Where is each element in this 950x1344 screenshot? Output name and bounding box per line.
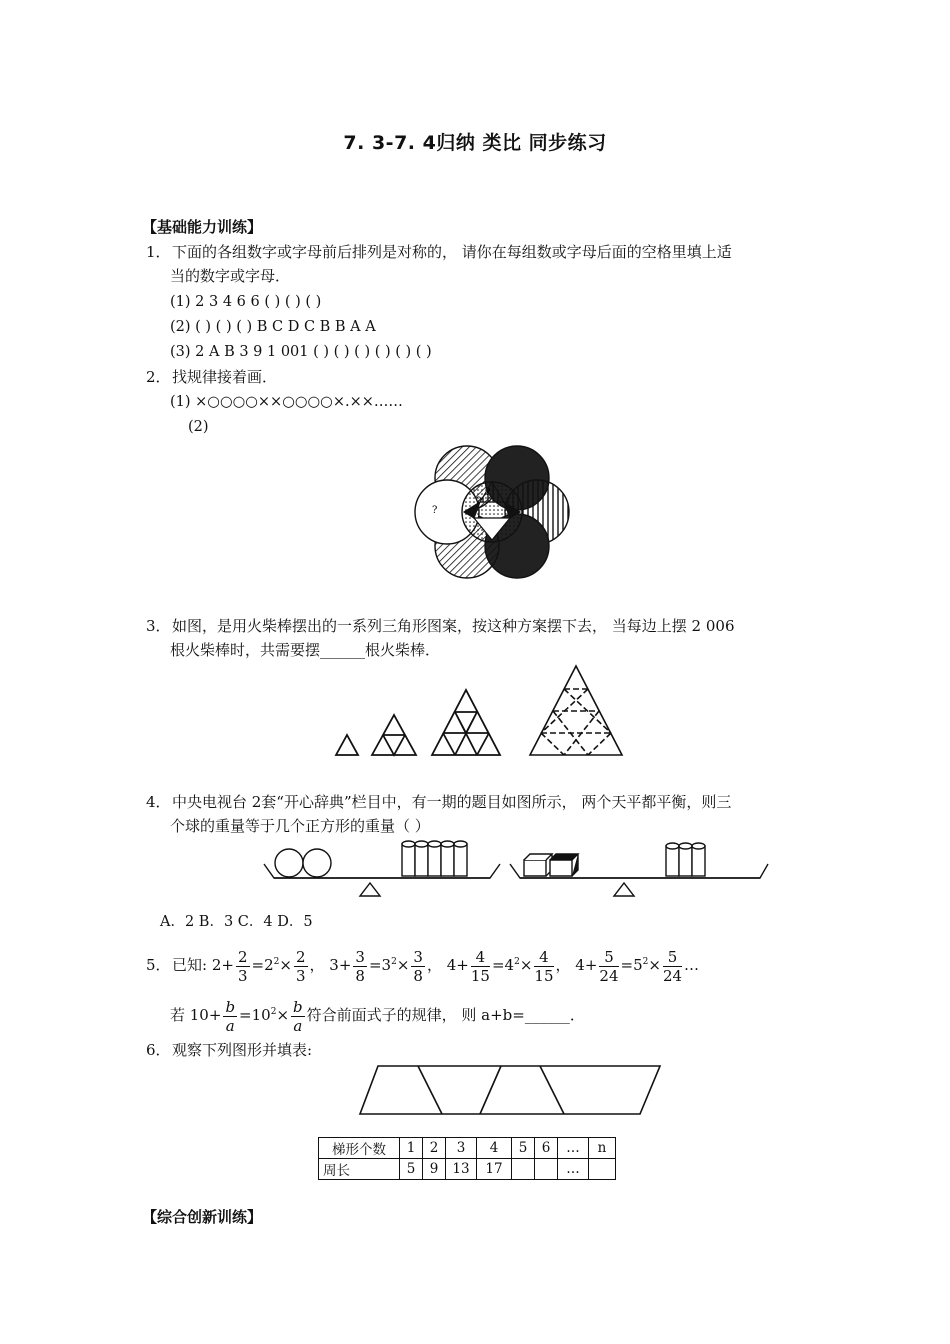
q1-item-2: (2) ( ) ( ) ( ) B C D C B B A A bbox=[170, 319, 376, 335]
question-number: 6． bbox=[146, 1041, 171, 1059]
question-text: 找规律接着画． bbox=[172, 368, 278, 386]
question-text: 下面的各组数字或字母前后排列是对称的， 请你在每组数或字母后面的空格里填上适 bbox=[172, 243, 732, 261]
question-3 bbox=[146, 614, 734, 638]
question-number: 3． bbox=[146, 617, 171, 635]
question-4 bbox=[146, 790, 731, 814]
question-3-cont: 根火柴棒时，共需要摆______根火柴棒． bbox=[170, 641, 441, 659]
cylinders bbox=[402, 841, 467, 876]
question-number: 4． bbox=[146, 793, 171, 811]
q1-item-3: (3) 2 A B 3 9 1 001 ( ) ( ) ( ) ( ) ( ) ( ) bbox=[170, 344, 432, 360]
matchstick-triangles-figure bbox=[330, 660, 640, 760]
question-1-cont: 当的数字或字母． bbox=[170, 267, 291, 285]
question-5: 5．已知: 2+ $\frac{2}{3}$ $=2^2\times$ $\frac{2}{3}$ ， 3+ $\frac{3}{8}$ $=3^2\times$ $\frac{3}{8}$ ， 4+ $\frac{4}{15}$ $=4^2\times$ $\frac{4}{15}$ ， 4+ $\frac{5}{24}$ $=5^2\times$ $\frac{5}{24}$ … bbox=[146, 940, 699, 987]
question-text: 观察下列图形并填表: bbox=[172, 1041, 313, 1059]
question-mark: ? bbox=[432, 505, 438, 516]
trapezoid-table-wrap bbox=[318, 1137, 616, 1180]
question-number: 1． bbox=[146, 243, 171, 261]
question-text: 中央电视台 2套“开心辞典”栏目中，有一期的题目如图所示， 两个天平都平衡，则三 bbox=[172, 793, 732, 811]
page-title: 7. 3-7. 4归纳 类比 同步练习 bbox=[343, 132, 607, 154]
triangle-size-2 bbox=[372, 715, 416, 755]
question-6 bbox=[146, 1038, 312, 1062]
q4-options: A．2 B．3 C．4 D．5 bbox=[160, 914, 313, 930]
question-number: 2． bbox=[146, 368, 171, 386]
question-2 bbox=[146, 365, 277, 389]
triangle-size-n bbox=[530, 666, 622, 755]
balance-right bbox=[510, 843, 768, 896]
section-creative-heading: 【综合创新训练】 bbox=[142, 1208, 263, 1226]
question-mark: ? bbox=[476, 496, 482, 507]
question-mark: ? bbox=[485, 487, 491, 498]
q1-item-1: (1) 2 3 4 6 6 ( ) ( ) ( ) bbox=[170, 294, 322, 310]
question-5-cont: 若 10+ $\frac{b}{a}$ $=10^2\times$ $\frac{b}{a}$ 符合前面式子的规律， 则 a+b=______． bbox=[170, 997, 585, 1035]
question-text: 如图，是用火柴棒摆出的一系列三角形图案，按这种方案摆下去， 当每边上摆 2 006 bbox=[172, 617, 735, 635]
question-number: 5． bbox=[146, 956, 171, 974]
table-row: 周长 5 9 13 17 … bbox=[319, 1159, 616, 1180]
triangle-size-3 bbox=[432, 690, 500, 755]
q5-lead: 已知: bbox=[172, 956, 208, 974]
question-4-cont: 个球的重量等于几个正方形的重量（ ） bbox=[170, 817, 430, 835]
ball bbox=[303, 849, 331, 877]
table-row: 梯形个数 1 2 3 4 5 6 … n bbox=[319, 1138, 616, 1159]
balance-left bbox=[264, 841, 500, 896]
question-1 bbox=[146, 240, 732, 264]
cylinders bbox=[666, 843, 705, 876]
ball bbox=[275, 849, 303, 877]
section-basic-heading: 【基础能力训练】 bbox=[142, 218, 263, 236]
trapezoid-table bbox=[318, 1137, 616, 1180]
trapezoid-row-figure bbox=[356, 1064, 666, 1116]
q2-item-1: (1) ×○○○○××○○○○×.××…… bbox=[170, 394, 403, 410]
cubes bbox=[524, 854, 578, 876]
q2-item-2: (2) bbox=[188, 419, 209, 435]
triangle-size-1 bbox=[336, 735, 358, 755]
circles-pattern-figure bbox=[412, 440, 572, 580]
balance-scales-figure bbox=[260, 838, 770, 900]
